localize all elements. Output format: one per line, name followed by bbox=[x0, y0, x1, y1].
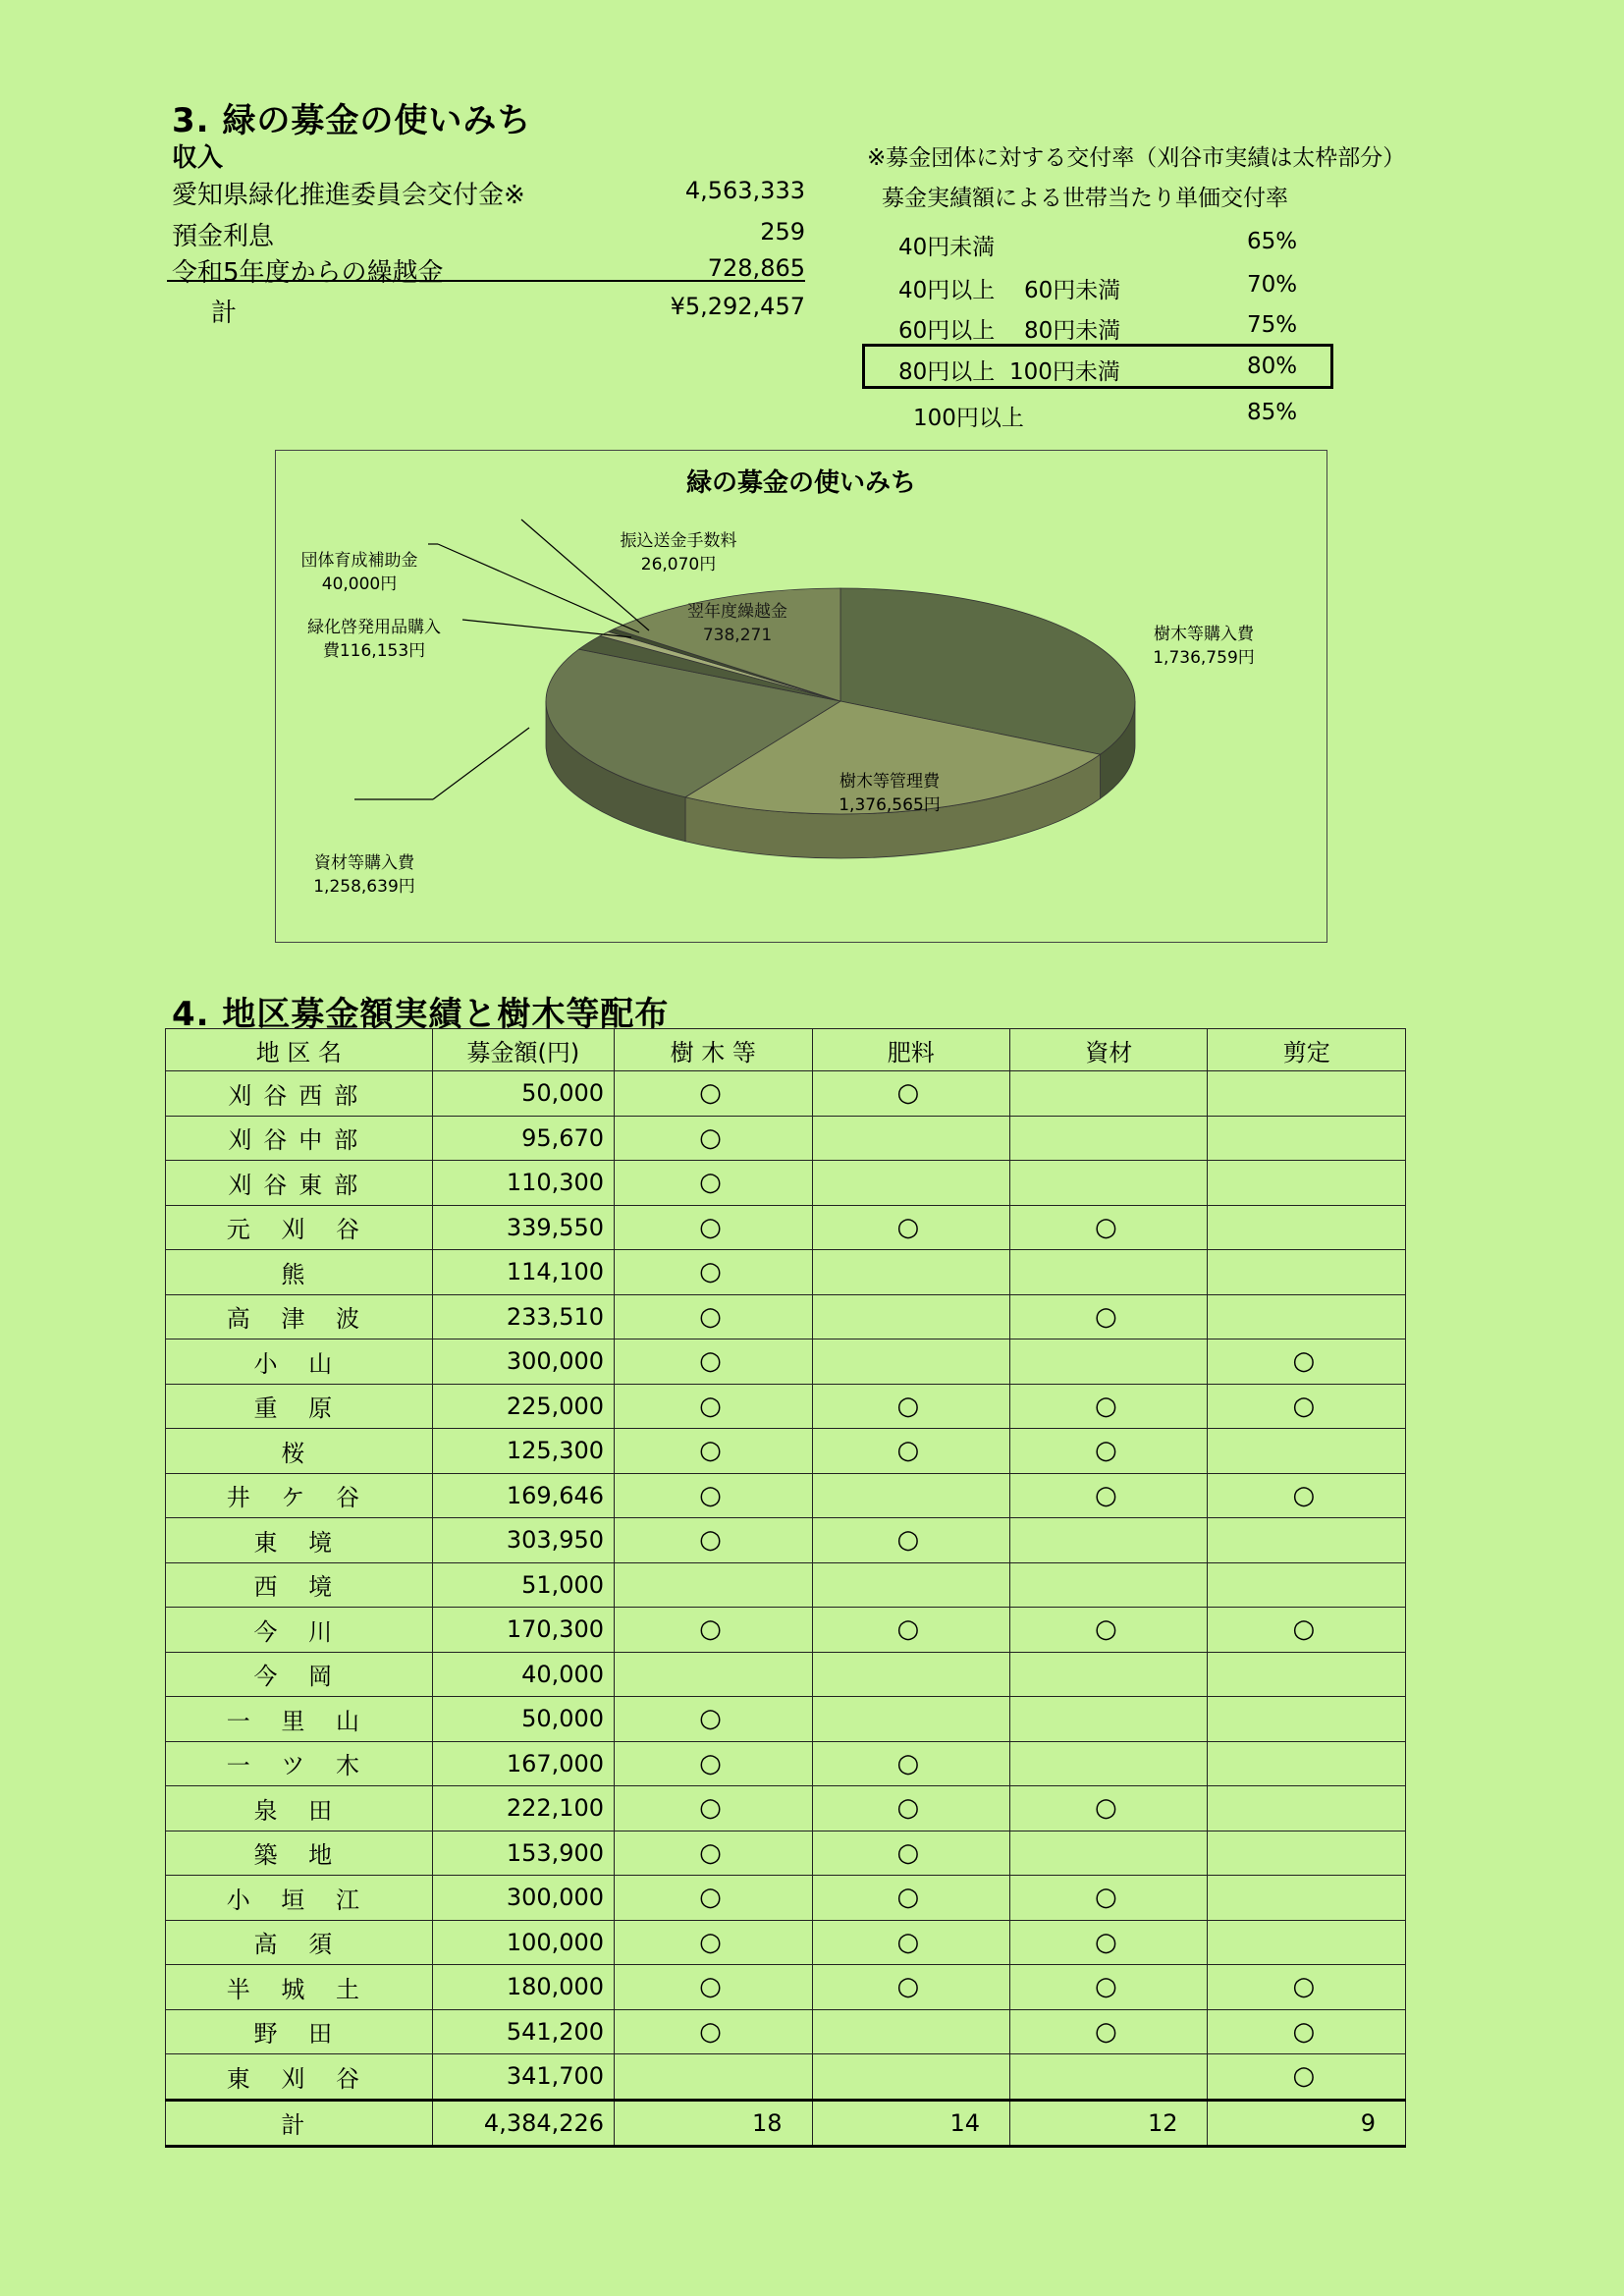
rate-to: 80円未満 bbox=[1024, 318, 1121, 344]
donation-amount: 300,000 bbox=[432, 1876, 614, 1921]
circle-mark: ○ bbox=[699, 1748, 722, 1778]
income-total-label: 計 bbox=[211, 299, 238, 328]
label-tree-maintenance bbox=[816, 770, 963, 817]
distribution-cell bbox=[1010, 1920, 1208, 1965]
donation-amount: 110,300 bbox=[432, 1161, 614, 1206]
distribution-cell bbox=[1010, 1786, 1208, 1831]
slice-label: 団体育成補助金 bbox=[300, 551, 418, 571]
distribution-cell bbox=[615, 1741, 812, 1786]
donation-amount: 341,700 bbox=[432, 2054, 614, 2101]
circle-mark: ○ bbox=[699, 1078, 722, 1109]
district-name: 今 岡 bbox=[166, 1652, 433, 1697]
distribution-cell bbox=[1208, 1562, 1406, 1608]
donation-amount: 51,000 bbox=[432, 1562, 614, 1608]
circle-mark: ○ bbox=[896, 1614, 920, 1645]
slice-value: 40,000円 bbox=[321, 574, 398, 594]
distribution-cell bbox=[1208, 1250, 1406, 1295]
distribution-cell bbox=[615, 1965, 812, 2010]
label-carryover bbox=[669, 600, 806, 647]
circle-mark: ○ bbox=[896, 1525, 920, 1556]
circle-mark: ○ bbox=[699, 1436, 722, 1466]
income-label: 預金利息 bbox=[172, 222, 275, 251]
rate-value: 65% bbox=[1247, 229, 1298, 254]
donation-amount: 100,000 bbox=[432, 1920, 614, 1965]
distribution-cell bbox=[812, 1562, 1009, 1608]
distribution-cell bbox=[1010, 1831, 1208, 1876]
table-row bbox=[166, 1071, 1406, 1117]
distribution-cell bbox=[1010, 1294, 1208, 1339]
circle-mark: ○ bbox=[699, 1301, 722, 1332]
distribution-cell bbox=[615, 1562, 812, 1608]
distribution-cell bbox=[1208, 1965, 1406, 2010]
table-row bbox=[166, 1608, 1406, 1653]
district-name: 重 原 bbox=[166, 1384, 433, 1429]
circle-mark: ○ bbox=[1292, 2061, 1316, 2092]
circle-mark: ○ bbox=[896, 1212, 920, 1242]
donation-amount: 225,000 bbox=[432, 1384, 614, 1429]
circle-mark: ○ bbox=[1095, 1972, 1117, 2002]
rate-range: 80円以上 bbox=[898, 359, 996, 385]
circle-mark: ○ bbox=[699, 1346, 722, 1377]
col-header: 資材 bbox=[1010, 1029, 1208, 1071]
distribution-cell bbox=[615, 2054, 812, 2101]
rate-range: 60円以上 bbox=[898, 318, 996, 344]
distribution-cell bbox=[812, 2054, 1009, 2101]
circle-mark: ○ bbox=[699, 1168, 722, 1198]
distribution-cell bbox=[812, 1920, 1009, 1965]
distribution-cell bbox=[1208, 2054, 1406, 2101]
section3-title: 3. 緑の募金の使いみち bbox=[172, 101, 532, 140]
total-amount: 4,384,226 bbox=[432, 2100, 614, 2147]
label-tree-purchase bbox=[1130, 623, 1277, 670]
circle-mark: ○ bbox=[699, 1212, 722, 1242]
pie-chart-panel bbox=[275, 450, 1327, 943]
circle-mark: ○ bbox=[1095, 1614, 1117, 1645]
distribution-cell bbox=[615, 1697, 812, 1742]
circle-mark: ○ bbox=[699, 2016, 722, 2047]
circle-mark: ○ bbox=[1292, 1346, 1316, 1377]
table-row bbox=[166, 1876, 1406, 1921]
distribution-cell bbox=[812, 2009, 1009, 2054]
table-header-row bbox=[166, 1029, 1406, 1071]
distribution-cell bbox=[1010, 1161, 1208, 1206]
distribution-cell bbox=[812, 1116, 1009, 1161]
district-name: 高 津 波 bbox=[166, 1294, 433, 1339]
distribution-cell bbox=[1208, 1697, 1406, 1742]
income-value: 728,865 bbox=[707, 254, 805, 282]
rate-row bbox=[0, 312, 1624, 342]
label-transfer-fee bbox=[600, 529, 757, 576]
circle-mark: ○ bbox=[1292, 1614, 1316, 1645]
distribution-cell bbox=[812, 1786, 1009, 1831]
pie-chart bbox=[276, 451, 1326, 942]
income-value: 4,563,333 bbox=[684, 177, 805, 204]
distribution-cell bbox=[615, 1294, 812, 1339]
rate-range: 40円未満 bbox=[898, 235, 996, 260]
distribution-cell bbox=[615, 1518, 812, 1563]
circle-mark: ○ bbox=[1095, 1793, 1117, 1824]
rate-value: 80% bbox=[1247, 354, 1298, 379]
table-row bbox=[166, 1518, 1406, 1563]
rate-range: 100円以上 bbox=[913, 406, 1024, 431]
distribution-cell bbox=[1010, 1384, 1208, 1429]
table-row bbox=[166, 1339, 1406, 1385]
district-name: 桜 bbox=[166, 1429, 433, 1474]
rate-value: 75% bbox=[1247, 312, 1298, 338]
table-row bbox=[166, 1250, 1406, 1295]
circle-mark: ○ bbox=[896, 1748, 920, 1778]
rate-subtitle: 募金実績額による世帯当たり単価交付率 bbox=[882, 186, 1288, 211]
section4-title: 4. 地区募金額実績と樹木等配布 bbox=[172, 995, 670, 1034]
distribution-cell bbox=[812, 1608, 1009, 1653]
income-heading: 収入 bbox=[172, 143, 224, 173]
donation-amount: 303,950 bbox=[432, 1518, 614, 1563]
slice-label: 樹木等管理費 bbox=[839, 772, 940, 792]
col-header: 肥料 bbox=[812, 1029, 1009, 1071]
distribution-cell bbox=[812, 1652, 1009, 1697]
circle-mark: ○ bbox=[699, 1391, 722, 1421]
distribution-cell bbox=[812, 1071, 1009, 1117]
district-name: 泉 田 bbox=[166, 1786, 433, 1831]
rate-value: 85% bbox=[1247, 400, 1298, 425]
district-table bbox=[165, 1028, 1406, 2148]
distribution-cell bbox=[1010, 1429, 1208, 1474]
income-total-value: ¥5,292,457 bbox=[670, 293, 805, 320]
circle-mark: ○ bbox=[699, 1614, 722, 1645]
district-name: 刈谷東部 bbox=[166, 1161, 433, 1206]
distribution-cell bbox=[615, 1250, 812, 1295]
donation-amount: 339,550 bbox=[432, 1205, 614, 1250]
table-row bbox=[166, 1965, 1406, 2010]
rate-row bbox=[0, 272, 1624, 301]
distribution-cell bbox=[1010, 2054, 1208, 2101]
circle-mark: ○ bbox=[699, 1704, 722, 1734]
donation-amount: 125,300 bbox=[432, 1429, 614, 1474]
col-header: 地 区 名 bbox=[166, 1029, 433, 1071]
distribution-cell bbox=[1010, 2009, 1208, 2054]
donation-amount: 40,000 bbox=[432, 1652, 614, 1697]
circle-mark: ○ bbox=[699, 1837, 722, 1868]
total-count: 12 bbox=[1010, 2100, 1208, 2147]
total-count: 18 bbox=[615, 2100, 812, 2147]
circle-mark: ○ bbox=[699, 1883, 722, 1913]
circle-mark: ○ bbox=[896, 1972, 920, 2002]
distribution-cell bbox=[812, 1429, 1009, 1474]
table-row bbox=[166, 1429, 1406, 1474]
distribution-cell bbox=[1208, 1161, 1406, 1206]
distribution-cell bbox=[812, 1205, 1009, 1250]
table-row bbox=[166, 1920, 1406, 1965]
slice-label: 振込送金手数料 bbox=[620, 531, 737, 551]
slice-value: 1,736,759円 bbox=[1153, 648, 1255, 668]
rate-row bbox=[0, 229, 1624, 258]
rate-value: 70% bbox=[1247, 272, 1298, 298]
col-header: 剪定 bbox=[1208, 1029, 1406, 1071]
distribution-cell bbox=[1208, 1518, 1406, 1563]
distribution-cell bbox=[1010, 1071, 1208, 1117]
distribution-cell bbox=[1010, 1965, 1208, 2010]
distribution-cell bbox=[1010, 1741, 1208, 1786]
circle-mark: ○ bbox=[699, 1257, 722, 1287]
distribution-cell bbox=[1208, 1116, 1406, 1161]
circle-mark: ○ bbox=[699, 1525, 722, 1556]
distribution-cell bbox=[812, 1831, 1009, 1876]
slice-value: 738,271 bbox=[702, 626, 773, 645]
circle-mark: ○ bbox=[699, 1793, 722, 1824]
table-row bbox=[166, 1697, 1406, 1742]
distribution-cell bbox=[615, 1429, 812, 1474]
circle-mark: ○ bbox=[896, 1927, 920, 1957]
donation-amount: 300,000 bbox=[432, 1339, 614, 1385]
distribution-cell bbox=[1208, 1071, 1406, 1117]
district-name: 刈谷中部 bbox=[166, 1116, 433, 1161]
district-name: 刈谷西部 bbox=[166, 1071, 433, 1117]
distribution-cell bbox=[615, 1608, 812, 1653]
distribution-cell bbox=[1208, 1652, 1406, 1697]
distribution-cell bbox=[1208, 2009, 1406, 2054]
donation-amount: 180,000 bbox=[432, 1965, 614, 2010]
distribution-cell bbox=[812, 1384, 1009, 1429]
table-row bbox=[166, 2054, 1406, 2101]
circle-mark: ○ bbox=[1292, 2016, 1316, 2047]
district-name: 一 里 山 bbox=[166, 1697, 433, 1742]
circle-mark: ○ bbox=[699, 1480, 722, 1510]
total-label: 計 bbox=[166, 2100, 433, 2147]
circle-mark: ○ bbox=[1095, 2016, 1117, 2047]
distribution-cell bbox=[812, 1161, 1009, 1206]
distribution-cell bbox=[1010, 1876, 1208, 1921]
distribution-cell bbox=[1208, 1205, 1406, 1250]
distribution-cell bbox=[1010, 1562, 1208, 1608]
distribution-cell bbox=[1208, 1384, 1406, 1429]
rate-range: 40円以上 bbox=[898, 278, 996, 303]
circle-mark: ○ bbox=[896, 1883, 920, 1913]
donation-amount: 50,000 bbox=[432, 1071, 614, 1117]
total-count: 9 bbox=[1208, 2100, 1406, 2147]
circle-mark: ○ bbox=[1095, 1480, 1117, 1510]
distribution-cell bbox=[1010, 1652, 1208, 1697]
district-name: 井 ケ 谷 bbox=[166, 1473, 433, 1518]
distribution-cell bbox=[1010, 1205, 1208, 1250]
distribution-cell bbox=[615, 1473, 812, 1518]
distribution-cell bbox=[812, 1741, 1009, 1786]
circle-mark: ○ bbox=[1095, 1927, 1117, 1957]
label-group-subsidy bbox=[276, 549, 443, 596]
circle-mark: ○ bbox=[1292, 1972, 1316, 2002]
table-row bbox=[166, 1161, 1406, 1206]
circle-mark: ○ bbox=[896, 1391, 920, 1421]
table-row bbox=[166, 1384, 1406, 1429]
district-name: 小 山 bbox=[166, 1339, 433, 1385]
chart-title: 緑の募金の使いみち bbox=[685, 468, 916, 498]
donation-amount: 233,510 bbox=[432, 1294, 614, 1339]
distribution-cell bbox=[615, 1205, 812, 1250]
col-header: 樹 木 等 bbox=[615, 1029, 812, 1071]
distribution-cell bbox=[1208, 1831, 1406, 1876]
circle-mark: ○ bbox=[896, 1793, 920, 1824]
distribution-cell bbox=[615, 1339, 812, 1385]
distribution-cell bbox=[812, 1965, 1009, 2010]
circle-mark: ○ bbox=[699, 1122, 722, 1153]
rate-to: 60円未満 bbox=[1024, 278, 1121, 303]
district-name: 熊 bbox=[166, 1250, 433, 1295]
income-label: 愛知県緑化推進委員会交付金※ bbox=[172, 181, 525, 210]
circle-mark: ○ bbox=[896, 1436, 920, 1466]
distribution-cell bbox=[1208, 1429, 1406, 1474]
distribution-cell bbox=[812, 1250, 1009, 1295]
table-row bbox=[166, 1294, 1406, 1339]
table-row bbox=[166, 1473, 1406, 1518]
circle-mark: ○ bbox=[1292, 1391, 1316, 1421]
distribution-cell bbox=[615, 2009, 812, 2054]
district-name: 東 境 bbox=[166, 1518, 433, 1563]
table-total-row bbox=[166, 2100, 1406, 2147]
distribution-cell bbox=[615, 1876, 812, 1921]
distribution-cell bbox=[615, 1116, 812, 1161]
distribution-cell bbox=[812, 1876, 1009, 1921]
circle-mark: ○ bbox=[1095, 1436, 1117, 1466]
slice-value: 1,376,565円 bbox=[839, 795, 941, 815]
circle-mark: ○ bbox=[1095, 1391, 1117, 1421]
distribution-cell bbox=[1010, 1518, 1208, 1563]
distribution-cell bbox=[1010, 1608, 1208, 1653]
circle-mark: ○ bbox=[1095, 1301, 1117, 1332]
distribution-cell bbox=[812, 1697, 1009, 1742]
donation-amount: 169,646 bbox=[432, 1473, 614, 1518]
donation-amount: 114,100 bbox=[432, 1250, 614, 1295]
distribution-cell bbox=[1208, 1786, 1406, 1831]
label-greening-goods bbox=[276, 616, 472, 663]
distribution-cell bbox=[1208, 1473, 1406, 1518]
distribution-cell bbox=[1208, 1920, 1406, 1965]
distribution-cell bbox=[615, 1071, 812, 1117]
slice-label: 翌年度繰越金 bbox=[687, 602, 787, 622]
table-row bbox=[166, 1562, 1406, 1608]
income-value: 259 bbox=[760, 218, 805, 246]
district-name: 半 城 土 bbox=[166, 1965, 433, 2010]
total-count: 14 bbox=[812, 2100, 1009, 2147]
table-row bbox=[166, 1652, 1406, 1697]
slice-value: 26,070円 bbox=[640, 555, 717, 574]
donation-amount: 50,000 bbox=[432, 1697, 614, 1742]
district-name: 西 境 bbox=[166, 1562, 433, 1608]
distribution-cell bbox=[812, 1473, 1009, 1518]
label-materials bbox=[296, 851, 433, 899]
distribution-cell bbox=[1208, 1876, 1406, 1921]
distribution-cell bbox=[812, 1339, 1009, 1385]
rate-row bbox=[0, 400, 1624, 429]
slice-label: 緑化啓発用品購入 bbox=[307, 618, 441, 637]
donation-amount: 153,900 bbox=[432, 1831, 614, 1876]
district-name: 今 川 bbox=[166, 1608, 433, 1653]
district-name: 小 垣 江 bbox=[166, 1876, 433, 1921]
slice-label: 資材等購入費 bbox=[314, 853, 414, 873]
district-name: 築 地 bbox=[166, 1831, 433, 1876]
distribution-cell bbox=[1208, 1339, 1406, 1385]
distribution-cell bbox=[615, 1384, 812, 1429]
district-name: 東 刈 谷 bbox=[166, 2054, 433, 2101]
distribution-cell bbox=[812, 1294, 1009, 1339]
donation-amount: 170,300 bbox=[432, 1608, 614, 1653]
table-row bbox=[166, 1831, 1406, 1876]
rate-to: 100円未満 bbox=[1009, 359, 1120, 385]
donation-amount: 95,670 bbox=[432, 1116, 614, 1161]
district-name: 元 刈 谷 bbox=[166, 1205, 433, 1250]
circle-mark: ○ bbox=[1292, 1480, 1316, 1510]
distribution-cell bbox=[615, 1920, 812, 1965]
slice-label: 樹木等購入費 bbox=[1154, 625, 1254, 644]
distribution-cell bbox=[615, 1831, 812, 1876]
circle-mark: ○ bbox=[896, 1078, 920, 1109]
distribution-cell bbox=[615, 1161, 812, 1206]
district-name: 高 須 bbox=[166, 1920, 433, 1965]
district-name: 一 ツ 木 bbox=[166, 1741, 433, 1786]
circle-mark: ○ bbox=[1095, 1883, 1117, 1913]
rate-row bbox=[0, 354, 1624, 383]
slice-value: 費116,153円 bbox=[322, 641, 426, 661]
distribution-cell bbox=[615, 1652, 812, 1697]
income-label: 令和5年度からの繰越金 bbox=[172, 258, 444, 288]
donation-amount: 541,200 bbox=[432, 2009, 614, 2054]
circle-mark: ○ bbox=[699, 1927, 722, 1957]
donation-amount: 222,100 bbox=[432, 1786, 614, 1831]
rate-note: ※募金団体に対する交付率（刈谷市実績は太枠部分） bbox=[867, 145, 1406, 171]
district-name: 野 田 bbox=[166, 2009, 433, 2054]
circle-mark: ○ bbox=[699, 1972, 722, 2002]
distribution-cell bbox=[1010, 1116, 1208, 1161]
distribution-cell bbox=[1208, 1608, 1406, 1653]
table-row bbox=[166, 2009, 1406, 2054]
distribution-cell bbox=[1010, 1250, 1208, 1295]
distribution-cell bbox=[1010, 1473, 1208, 1518]
table-row bbox=[166, 1786, 1406, 1831]
distribution-cell bbox=[1010, 1697, 1208, 1742]
table-row bbox=[166, 1741, 1406, 1786]
table-row bbox=[166, 1116, 1406, 1161]
circle-mark: ○ bbox=[1095, 1212, 1117, 1242]
table-row bbox=[166, 1205, 1406, 1250]
donation-amount: 167,000 bbox=[432, 1741, 614, 1786]
distribution-cell bbox=[615, 1786, 812, 1831]
distribution-cell bbox=[1208, 1294, 1406, 1339]
circle-mark: ○ bbox=[896, 1837, 920, 1868]
col-header: 募金額(円) bbox=[432, 1029, 614, 1071]
distribution-cell bbox=[1010, 1339, 1208, 1385]
distribution-cell bbox=[1208, 1741, 1406, 1786]
distribution-cell bbox=[812, 1518, 1009, 1563]
slice-value: 1,258,639円 bbox=[313, 877, 415, 897]
